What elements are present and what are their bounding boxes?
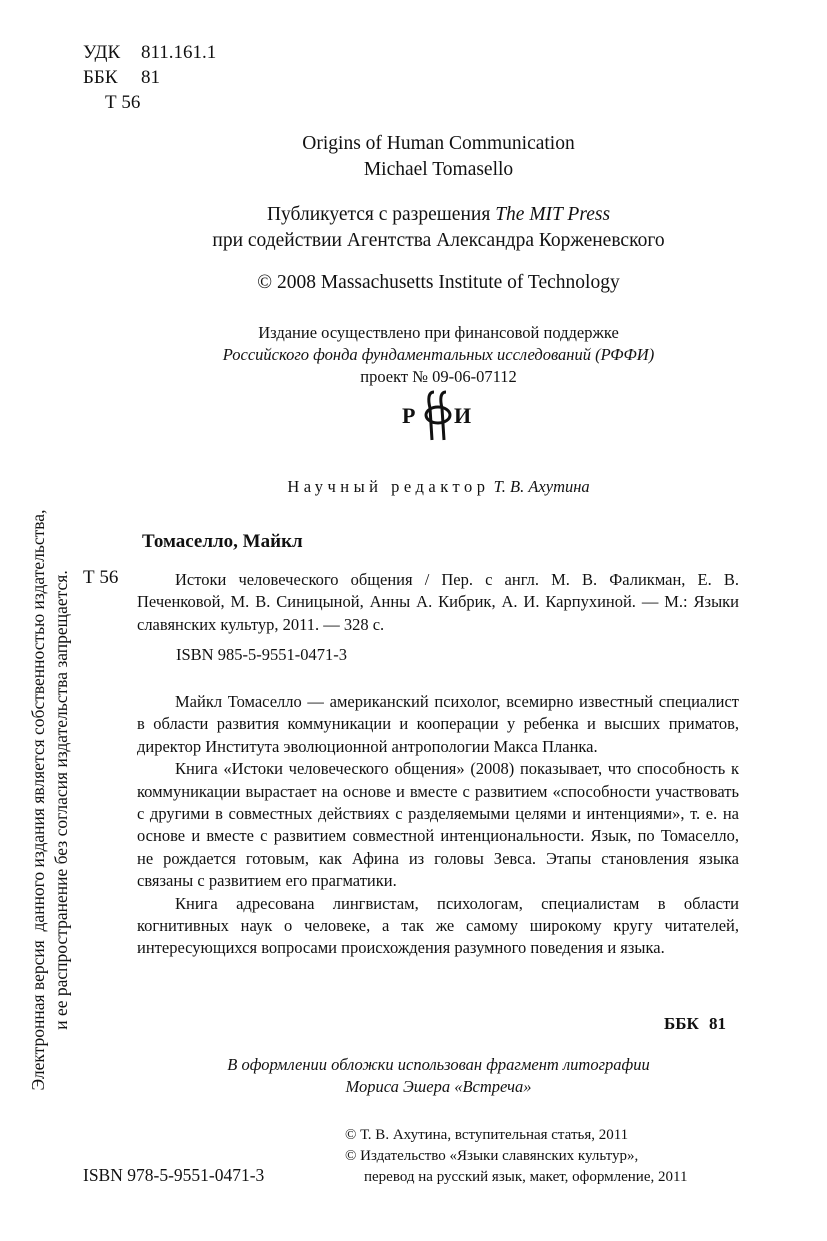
copyright-line-2: © Издательство «Языки славянских культур», <box>345 1148 639 1164</box>
funding-line-1: Издание осуществлено при финансовой поддержке <box>258 323 619 342</box>
permission-prefix: Публикуется с разрешения <box>266 204 496 225</box>
author-mark: Т 56 <box>105 92 141 113</box>
publisher-name: The MIT Press <box>495 204 611 225</box>
side-notice <box>27 480 73 1120</box>
copyright-line-3: перевод на русский язык, макет, оформление, 2011 <box>364 1169 688 1185</box>
copyright-line-1: © Т. В. Ахутина, вступительная статья, 2011 <box>345 1127 629 1143</box>
funding-line-3: проект № 09-06-07112 <box>360 367 517 386</box>
cover-note <box>25 1054 827 1098</box>
permission-note <box>25 202 827 254</box>
original-title: Origins of Human Communication <box>302 133 575 154</box>
bbk-value: 81 <box>141 67 160 88</box>
bibliographic-description <box>137 569 739 636</box>
bbk-label: ББК <box>83 67 118 88</box>
original-author: Michael Tomasello <box>363 159 514 180</box>
abstract-paragraph: Книга «Истоки человеческого общения» (2008) показывает, что способность к коммуникации вырастает на основе и вместе с развитием «способности участвовать с другими в совместных действиях с разделяемыми целями и интенциями», т. е. на основе и вместе с развитием совместной интенциональности. Язык, по Томаселло, не рождается готовым, как Афина из головы Зевса. Этапы становления языка связаны с развитием его прагматики. <box>137 759 739 891</box>
bibliographic-mark: Т 56 <box>83 567 119 588</box>
cover-note-line-2: Мориса Эшера «Встреча» <box>345 1077 532 1096</box>
original-edition <box>25 131 827 183</box>
rffi-logo-icon <box>400 388 480 444</box>
bibliographic-isbn: ISBN 985-5-9551-0471-3 <box>176 645 347 664</box>
cover-note-line-1: В оформлении обложки использован фрагмент литографии <box>227 1055 650 1074</box>
abstract <box>137 691 739 960</box>
svg-text:И: И <box>454 403 472 428</box>
bibliographic-heading: Томаселло, Майкл <box>142 531 303 552</box>
copyright-notices <box>345 1125 687 1188</box>
scientific-editor <box>25 477 827 497</box>
udk-label: УДК <box>83 42 121 63</box>
svg-text:Р: Р <box>402 403 416 428</box>
abstract-paragraph: Книга адресована лингвистам, психологам, специалистам в области когнитивных наук о человеке, а так же самому широкому кругу читателей, интересующихся вопросами происхождения разумного поведения и языка. <box>137 893 739 958</box>
side-notice-line-1: Электронная версия данного издания является собственностью издательства, <box>28 509 48 1091</box>
editor-label: Научный редактор <box>287 477 490 496</box>
copyright-original: © 2008 Massachusetts Institute of Technology <box>257 272 620 293</box>
funding-note <box>25 322 827 388</box>
isbn-main: ISBN 978-5-9551-0471-3 <box>83 1165 265 1185</box>
bbk-footer: ББК 81 <box>664 1014 727 1033</box>
classification-block <box>83 40 216 115</box>
editor-name: Т. В. Ахутина <box>493 477 590 496</box>
abstract-paragraph: Майкл Томаселло — американский психолог, всемирно известный специалист в области развития коммуникации и кооперации у ребенка и высших приматов, директор Института эволюционной антропологии Макса Планка. <box>137 692 739 756</box>
side-notice-line-2: и ее распространение без согласия издательства запрещается. <box>51 570 71 1030</box>
agency-line: при содействии Агентства Александра Корженевского <box>212 230 665 251</box>
bibliographic-text: Истоки человеческого общения / Пер. с англ. М. В. Фаликман, Е. В. Печенковой, М. В. Синицыной, Анны А. Кибрик, А. И. Карпухиной. — М.: Языки славянских культур, 2011. — 328 с. <box>137 570 739 634</box>
udk-value: 811.161.1 <box>141 42 217 63</box>
funding-line-2: Российского фонда фундаментальных исследований (РФФИ) <box>222 345 655 364</box>
